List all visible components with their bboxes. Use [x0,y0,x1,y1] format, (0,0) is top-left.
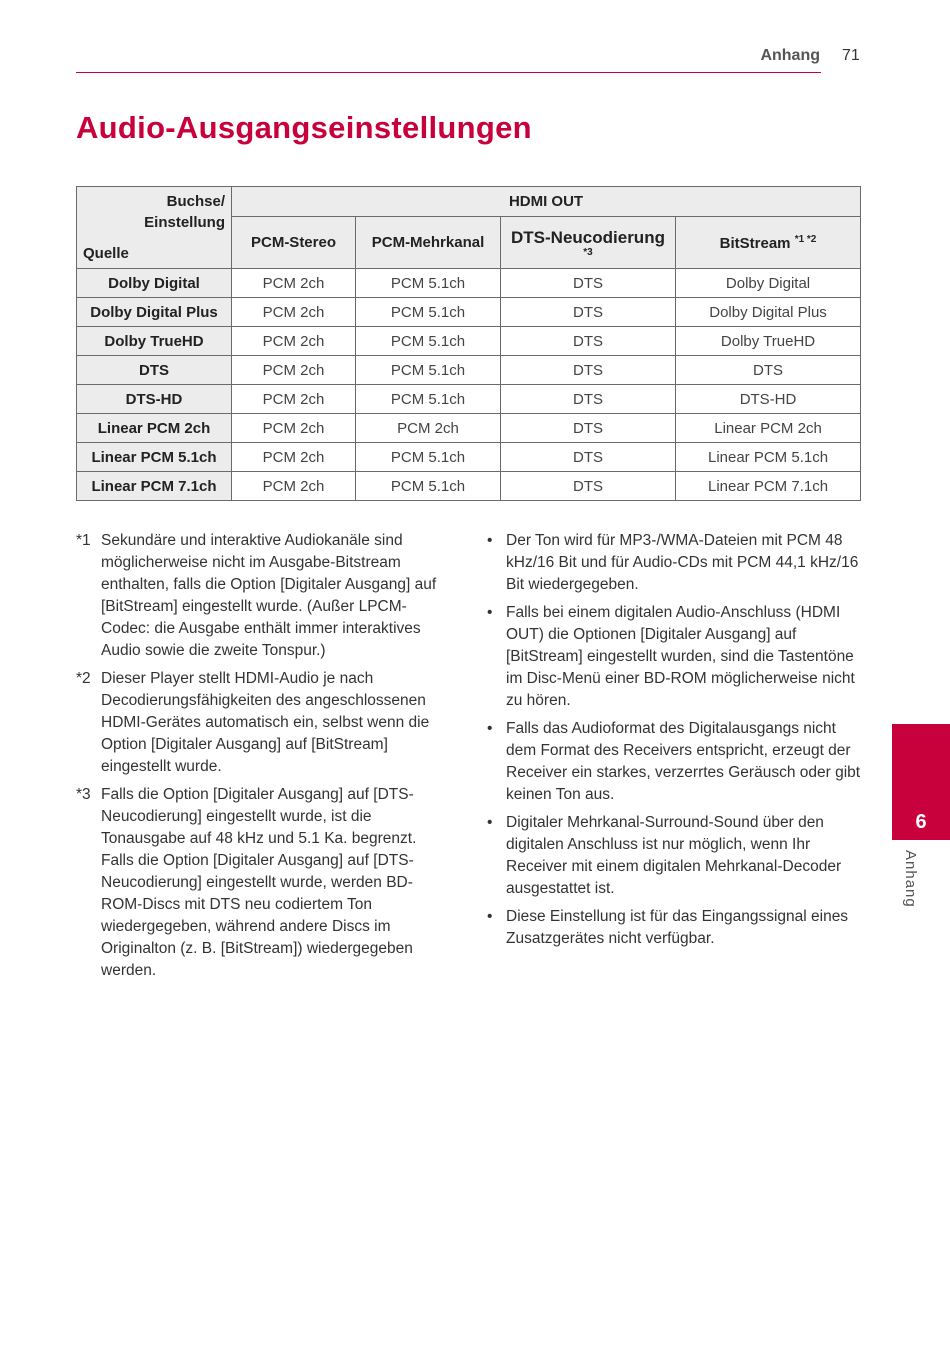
column-header [232,217,356,269]
column-header-label: DTS-Neucodierung [511,227,665,247]
source-cell: DTS-HD [77,385,232,414]
note-list-item [484,602,862,712]
column-footnote-mark: *1 *2 [794,233,817,245]
bullet-icon: • [487,720,493,737]
value-cell: PCM 5.1ch [356,327,501,356]
chapter-tab [892,724,950,840]
footnote-mark: *3 [76,786,91,803]
corner-top-line1: Buchse/ [166,193,225,210]
footnote [76,784,448,982]
value-cell: PCM 2ch [232,356,356,385]
table-body [77,269,861,501]
bullet-icon: • [487,908,493,925]
source-cell: Dolby Digital [77,269,232,298]
value-cell: PCM 2ch [232,327,356,356]
notes-column [484,530,862,956]
value-cell: PCM 2ch [232,472,356,501]
audio-output-table [76,186,861,501]
value-cell: DTS [501,385,676,414]
column-header-label: PCM-Stereo [250,234,336,251]
column-header [501,217,676,269]
value-cell: PCM 2ch [232,298,356,327]
value-cell: PCM 2ch [356,414,501,443]
value-cell: PCM 5.1ch [356,385,501,414]
table-row [77,472,861,501]
bullet-icon: • [487,532,493,549]
source-cell: DTS [77,356,232,385]
table-row [77,414,861,443]
value-cell: Linear PCM 7.1ch [676,472,861,501]
value-cell: DTS [501,472,676,501]
table-row [77,298,861,327]
page-number: 71 [842,47,860,64]
value-cell: DTS [676,356,861,385]
table-row [77,269,861,298]
value-cell: PCM 5.1ch [356,472,501,501]
footnote [76,530,448,662]
note-text: Der Ton wird für MP3-/WMA-Dateien mit PCM 48 kHz/16 Bit und für Audio-CDs mit PCM 44,1 kHz/16 Bit wiedergegeben. [506,532,859,593]
note-text: Falls bei einem digitalen Audio-Anschluss (HDMI OUT) die Optionen [Digitaler Ausgang] auf [BitStream] eingestellt wurden, sind die Tastentöne im Disc-Menü einer BD-ROM möglicherweise nicht zu hören. [506,604,855,709]
table-row [77,443,861,472]
column-header-label: PCM-Mehrkanal [371,234,485,251]
note-list-item [484,530,862,596]
value-cell: PCM 2ch [232,269,356,298]
bullet-icon: • [487,604,493,621]
value-cell: DTS-HD [676,385,861,414]
source-cell: Dolby Digital Plus [77,298,232,327]
table-row [77,385,861,414]
value-cell: PCM 2ch [232,443,356,472]
value-cell: PCM 2ch [232,385,356,414]
value-cell: DTS [501,327,676,356]
note-text: Falls das Audioformat des Digitalausgangs nicht dem Format des Receivers entspricht, erzeugt der Receiver ein starkes, verzerrtes Geräusch oder gibt keinen Ton aus. [506,720,861,803]
value-cell: DTS [501,414,676,443]
value-cell: DTS [501,356,676,385]
corner-top-label [144,191,225,233]
corner-bottom-label: Quelle [83,245,129,262]
column-header-label: BitStream [719,234,791,252]
value-cell: Dolby Digital [676,269,861,298]
table-header-row [77,187,861,217]
value-cell: DTS [501,443,676,472]
note-list-item [484,812,862,900]
footnote-mark: *1 [76,532,91,549]
footnote-text: Dieser Player stellt HDMI-Audio je nach Decodierungsfähigkeiten des angeschlossenen HDMI-Gerätes automatisch ein, selbst wenn die Option [Digitaler Ausgang] auf [BitStream] eingestellt wurde. [101,670,430,775]
value-cell: PCM 5.1ch [356,269,501,298]
value-cell: Dolby TrueHD [676,327,861,356]
value-cell: PCM 2ch [232,414,356,443]
footnote-mark: *2 [76,670,91,687]
note-text: Diese Einstellung ist für das Eingangssignal eines Zusatzgerätes nicht verfügbar. [506,908,849,947]
source-cell: Dolby TrueHD [77,327,232,356]
footnote-text: Falls die Option [Digitaler Ausgang] auf [DTS-Neucodierung] eingestellt wurde, ist die Tonausgabe auf 48 kHz und 5.1 Ka. begrenzt. Falls die Option [Digitaler Ausgang] auf [DTS-Neucodierung] eingestellt wurde, werden BD-ROM-Discs mit DTS neu codiertem Ton wiedergegeben, während andere Discs im Originalton (z. B. [BitStream]) wiedergegeben werden. [101,786,417,979]
bullet-icon: • [487,814,493,831]
page-title: Audio-Ausgangseinstellungen [76,110,532,145]
chapter-number: 6 [915,811,927,833]
chapter-label-text: Anhang [902,850,919,908]
value-cell: PCM 5.1ch [356,298,501,327]
note-list-item [484,718,862,806]
source-cell: Linear PCM 7.1ch [77,472,232,501]
column-footnote-mark: *3 [583,246,593,258]
source-cell: Linear PCM 2ch [77,414,232,443]
table-row [77,356,861,385]
value-cell: Linear PCM 2ch [676,414,861,443]
value-cell: Linear PCM 5.1ch [676,443,861,472]
value-cell: PCM 5.1ch [356,443,501,472]
source-cell: Linear PCM 5.1ch [77,443,232,472]
header-rule [76,72,821,73]
running-header-section: Anhang [760,47,820,64]
value-cell: PCM 5.1ch [356,356,501,385]
footnote-text: Sekundäre und interaktive Audiokanäle sind möglicherweise nicht im Ausgabe-Bitstream enthalten, falls die Option [Digitaler Ausgang] auf [BitStream] eingestellt wurde. (Außer LPCM-Codec: die Ausgabe enthält immer interaktives Audio sowie die zweite Tonspur.) [101,532,437,659]
note-text: Digitaler Mehrkanal-Surround-Sound über den digitalen Anschluss ist nur möglich, wenn Ihr Receiver mit einem digitalen Mehrkanal-Decoder ausgestattet ist. [506,814,842,897]
note-list-item [484,906,862,950]
corner-top-line2: Einstellung [144,214,225,231]
value-cell: Dolby Digital Plus [676,298,861,327]
value-cell: DTS [501,298,676,327]
column-header [356,217,501,269]
footnotes-column [76,530,448,988]
column-header [676,217,861,269]
table-corner-cell [77,187,232,269]
value-cell: DTS [501,269,676,298]
group-header-hdmi-out: HDMI OUT [232,187,861,217]
chapter-label [897,850,919,920]
table-row [77,327,861,356]
footnote [76,668,448,778]
